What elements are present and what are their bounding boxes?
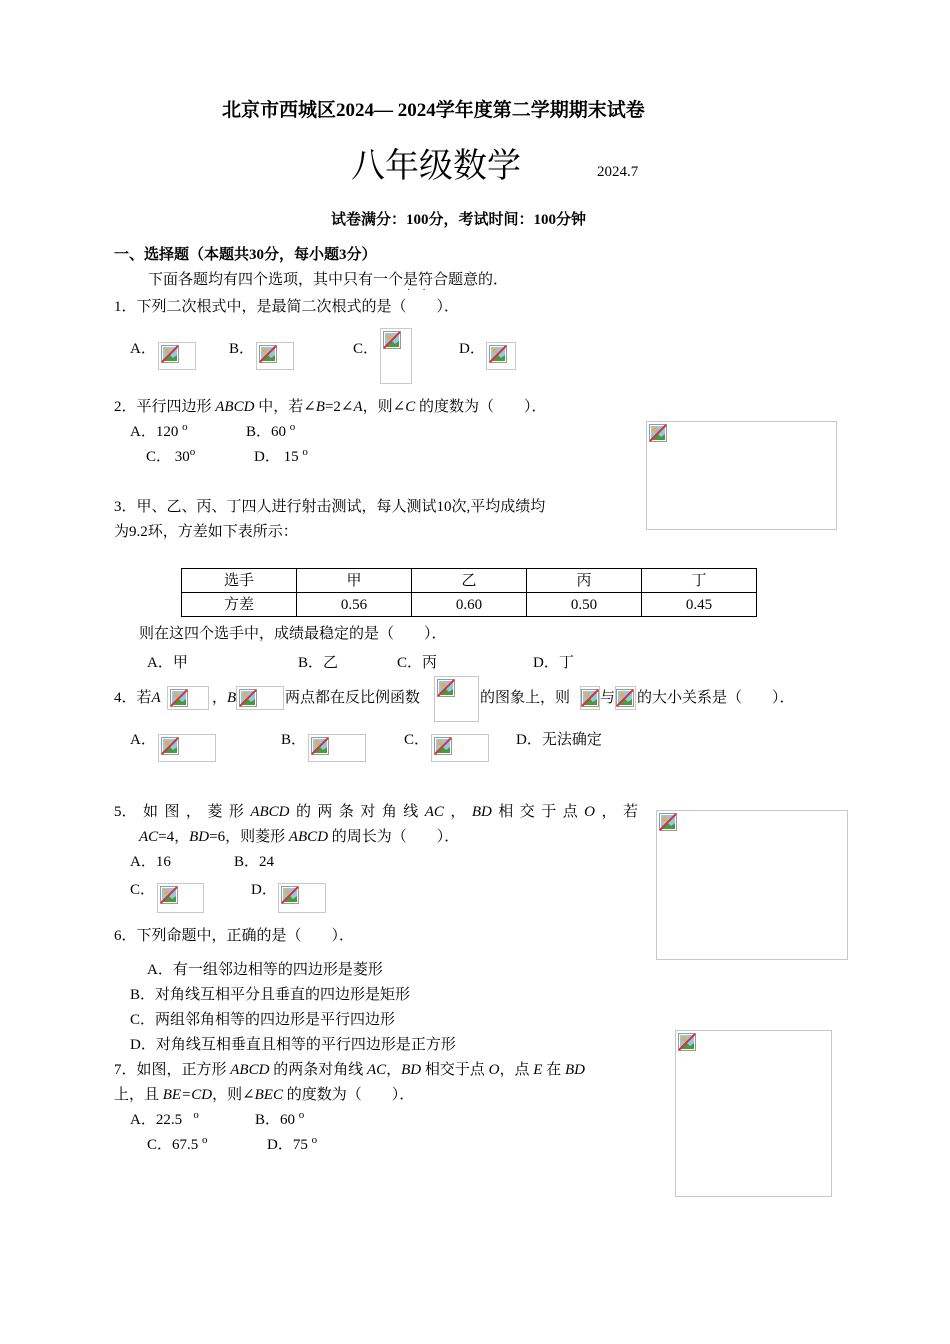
q4-option-b: B． — [281, 732, 307, 748]
variance-table — [181, 568, 757, 617]
broken-image-icon — [489, 345, 507, 363]
broken-image-icon — [616, 689, 634, 707]
broken-image-icon — [311, 737, 329, 755]
q5-option-c: C． — [130, 882, 156, 898]
table-cell: 方差 — [182, 593, 297, 617]
q4-text3: 与 — [600, 690, 616, 706]
q1-option-a: A． — [130, 341, 156, 357]
broken-image-icon — [259, 345, 277, 363]
q5-figure — [656, 810, 848, 960]
q2-stem: 2．平行四边形 ABCD 中，若∠B=2∠A，则∠C 的度数为（ ）． — [114, 399, 547, 415]
q4-y1-image — [580, 686, 600, 710]
broken-image-icon — [170, 689, 188, 707]
table-cell: 0.56 — [297, 593, 412, 617]
exam-info: 试卷满分：100分，考试时间：100分钟 — [331, 212, 587, 228]
table-cell: 0.50 — [527, 593, 642, 617]
q1-option-c-image — [380, 328, 412, 384]
broken-image-icon — [649, 424, 667, 442]
q5-option-d: D． — [251, 882, 277, 898]
q3-option-d: D．丁 — [533, 655, 574, 671]
q4-point-b-image — [236, 686, 284, 710]
table-row — [182, 593, 757, 617]
q5-option-a: A．16 — [130, 854, 171, 870]
broken-image-icon — [383, 331, 401, 349]
q1-option-a-image — [158, 342, 196, 370]
q6-option-b: B．对角线互相平分且垂直的四边形是矩形 — [130, 987, 411, 1003]
table-cell: 丁 — [642, 569, 757, 593]
exam-date: 2024.7 — [597, 164, 639, 180]
q4-y2-image — [615, 686, 636, 710]
q7-option-a: A．22.5 $^o$ — [130, 1109, 199, 1128]
q6-option-a: A．有一组邻边相等的四边形是菱形 — [147, 962, 383, 978]
broken-image-icon — [678, 1033, 696, 1051]
table-cell: 0.45 — [642, 593, 757, 617]
table-cell: 乙 — [412, 569, 527, 593]
q1-option-d: D． — [459, 341, 485, 357]
q5-stem-line1: 5． 如 图 ， 菱 形 ABCD 的 两 条 对 角 线 AC ， BD 相 交 于 点 O ， 若 — [114, 804, 638, 820]
q4-option-a: A． — [130, 732, 156, 748]
broken-image-icon — [434, 737, 452, 755]
q5-option-d-image — [278, 883, 326, 913]
q2-figure — [646, 421, 837, 530]
broken-image-icon — [581, 689, 599, 707]
q6-stem: 6．下列命题中，正确的是（ ）． — [114, 928, 355, 944]
q4-option-b-image — [308, 734, 366, 762]
table-cell: 甲 — [297, 569, 412, 593]
q5-stem-line2: AC=4，BD=6，则菱形 ABCD 的周长为（ ）． — [139, 829, 460, 845]
q1-stem: 1．下列二次根式中，是最简二次根式的是（ ）． — [114, 299, 460, 315]
q4-option-c-image — [431, 734, 489, 762]
section-instruction: 下面各题均有四个选项，其中只有一个是符合题意的． — [148, 272, 509, 288]
q3-option-c: C．丙 — [397, 655, 438, 671]
table-cell: 选手 — [182, 569, 297, 593]
q2-option-d: D． 15 $^o$ — [254, 446, 308, 465]
q7-stem-line2: 上，且 BE=CD，则∠BEC 的度数为（ ）． — [114, 1087, 415, 1103]
q7-stem-line1: 7．如图，正方形 ABCD 的两条对角线 AC，BD 相交于点 O，点 E 在 BD — [114, 1062, 585, 1078]
exam-title: 北京市西城区2024— 2024学年度第二学期期末试卷 — [222, 100, 645, 121]
broken-image-icon — [281, 886, 299, 904]
q4-text4: 的大小关系是（ ）． — [637, 690, 795, 706]
q1-option-d-image — [486, 342, 516, 370]
broken-image-icon — [161, 345, 179, 363]
q4-option-a-image — [158, 734, 216, 762]
q4-point-a-image — [167, 686, 209, 710]
q7-option-d: D．75 $^o$ — [267, 1134, 318, 1153]
broken-image-icon — [160, 886, 178, 904]
emphasis-dots: ·· — [407, 285, 438, 296]
broken-image-icon — [161, 737, 179, 755]
subject-title: 八年级数学 — [351, 146, 521, 186]
q3-stem-line1: 3．甲、乙、丙、丁四人进行射击测试，每人测试10次,平均成绩均 — [114, 499, 546, 515]
q3-stem-line2: 为9.2环，方差如下表所示： — [114, 524, 298, 540]
q4-prefix: 4．若A — [114, 690, 161, 706]
broken-image-icon — [659, 813, 677, 831]
q3-option-a: A．甲 — [147, 655, 188, 671]
q5-option-c-image — [157, 883, 204, 913]
q3-option-b: B．乙 — [298, 655, 339, 671]
broken-image-icon — [239, 689, 257, 707]
q1-option-c: C． — [353, 341, 379, 357]
q4-option-c: C． — [404, 732, 430, 748]
q4-text2: 的图象上，则 — [480, 690, 571, 706]
q6-option-d: D．对角线互相垂直且相等的平行四边形是正方形 — [130, 1037, 456, 1053]
q4-function-image — [434, 676, 479, 722]
q6-option-c: C．两组邻角相等的四边形是平行四边形 — [130, 1012, 396, 1028]
section-heading: 一、选择题（本题共30分，每小题3分） — [114, 247, 377, 263]
q4-text1: 两点都在反比例函数 — [285, 690, 421, 706]
q1-option-b-image — [256, 342, 294, 370]
q7-figure — [675, 1030, 832, 1197]
q4-comma: ，B — [212, 690, 237, 706]
table-cell: 0.60 — [412, 593, 527, 617]
q7-option-c: C．67.5 $^o$ — [147, 1134, 208, 1153]
table-cell: 丙 — [527, 569, 642, 593]
q5-option-b: B．24 — [234, 854, 275, 870]
table-row — [182, 569, 757, 593]
q2-option-b: B．60 $^o$ — [246, 421, 296, 440]
q2-option-a: A．120 $^o$ — [130, 421, 188, 440]
q1-option-b: B． — [229, 341, 255, 357]
q7-option-b: B．60 $^o$ — [255, 1109, 305, 1128]
broken-image-icon — [437, 679, 455, 697]
q4-option-d: D．无法确定 — [516, 732, 602, 748]
q2-option-c: C． 30$^o$ — [146, 446, 196, 465]
q3-question: 则在这四个选手中，成绩最稳定的是（ ）． — [139, 626, 447, 642]
